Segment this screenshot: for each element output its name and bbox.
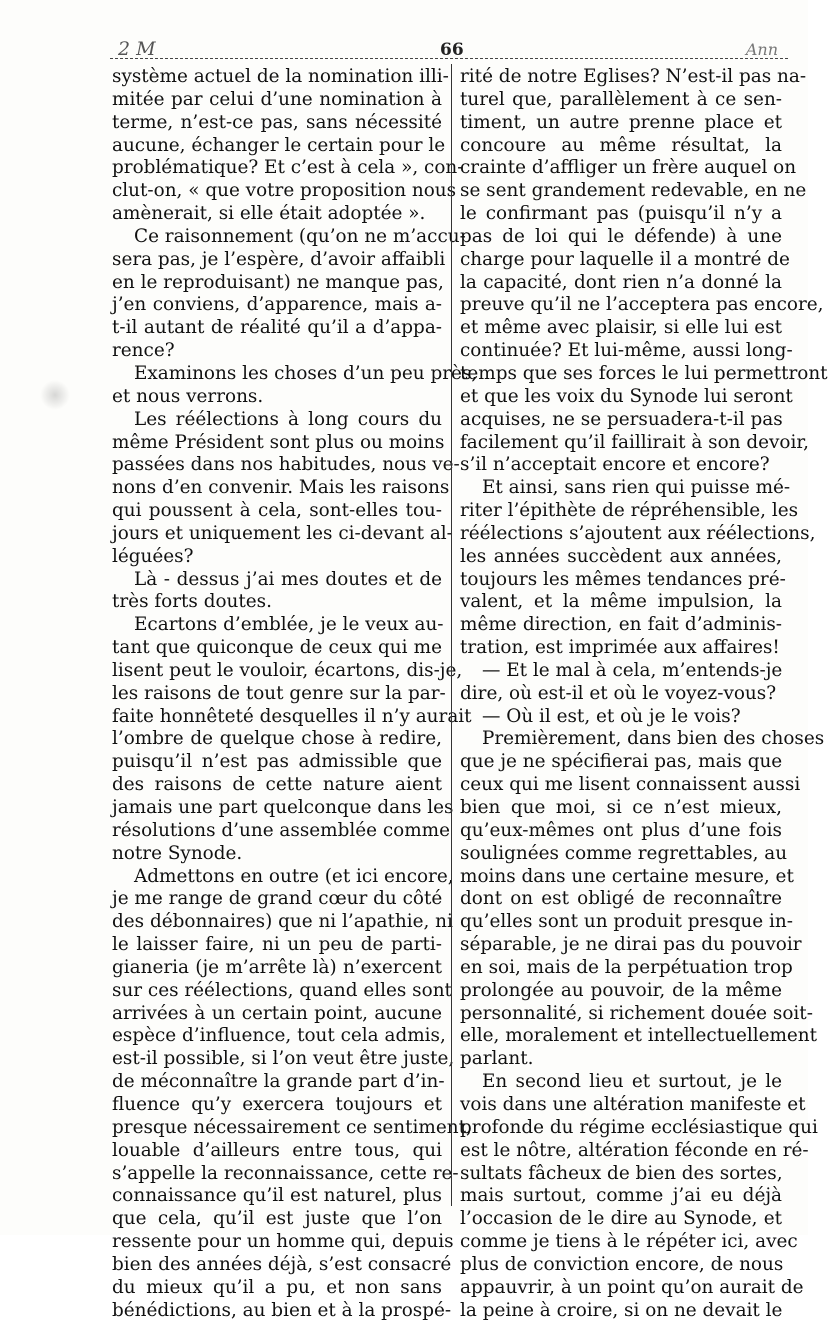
text-line: pas de loi qui le défende) à une xyxy=(460,225,782,247)
column-divider xyxy=(451,64,452,1206)
page-number: 66 xyxy=(440,40,464,60)
text-line: la peine à croire, si on ne devait le xyxy=(460,1299,783,1321)
text-line: l’ombre de quelque chose à redire, xyxy=(112,728,442,750)
header-right-mark: Ann xyxy=(745,40,778,59)
text-line: gianeria (je m’arrête là) n’exercent xyxy=(112,956,442,978)
text-line: s’il n’acceptait encore et encore? xyxy=(460,454,770,476)
text-line: du mieux qu’il a pu, et non sans xyxy=(112,1276,442,1298)
page-header xyxy=(110,38,790,64)
text-line: comme je tiens à le répéter ici, avec xyxy=(460,1231,798,1253)
text-line: et que les voix du Synode lui seront xyxy=(460,385,793,407)
text-line: qu’eux-mêmes ont plus d’une fois xyxy=(460,819,782,841)
text-line: est le nôtre, altération féconde en ré- xyxy=(460,1139,809,1161)
text-line: jours et uniquement les ci-devant al- xyxy=(112,522,453,544)
text-line: est-il possible, si l’on veut être juste, xyxy=(112,1048,455,1070)
text-line: se sent grandement redevable, en ne xyxy=(460,180,807,202)
text-line: Ecartons d’emblée, je le veux au- xyxy=(134,614,444,636)
text-line: concoure au même résultat, la xyxy=(460,134,782,156)
text-line: terme, n’est-ce pas, sans nécessité xyxy=(112,111,442,133)
header-left-mark: 2 M xyxy=(118,38,156,60)
text-line: personnalité, si richement douée soit- xyxy=(460,1002,813,1024)
text-line: valent, et la même impulsion, la xyxy=(460,591,782,613)
text-line: jamais une part quelconque dans les xyxy=(112,797,454,818)
text-line: facilement qu’il faillirait à son devoir, xyxy=(460,431,809,453)
text-line: puisqu’il n’est pas admissible que xyxy=(112,751,442,773)
text-line: preuve qu’il ne l’acceptera pas encore, xyxy=(460,294,824,316)
text-line: parlant. xyxy=(460,1048,534,1070)
text-line: moins dans une certaine mesure, et xyxy=(460,865,794,887)
text-line: des débonnaires) que ni l’apathie, ni xyxy=(112,911,453,933)
text-line: le laisser faire, ni un peu de parti- xyxy=(112,934,442,956)
text-line: nons d’en convenir. Mais les raisons xyxy=(112,477,450,499)
text-line: appauvrir, à un point qu’on aurait de xyxy=(460,1276,804,1298)
text-line: soulignées comme regrettables, au xyxy=(460,842,788,864)
text-line: riter l’épithète de répréhensible, les xyxy=(460,500,799,522)
text-line: arrivées à un certain point, aucune xyxy=(112,1002,442,1024)
text-line: elle, moralement et intellectuellement xyxy=(460,1025,818,1047)
text-line: acquises, ne se persuadera-t-il pas xyxy=(460,408,783,430)
text-line: continuée? Et lui-même, aussi long- xyxy=(460,340,793,362)
text-line: bien que moi, si ce n’est mieux, xyxy=(460,797,782,818)
text-line: mitée par celui d’une nomination à xyxy=(112,88,442,110)
text-line: la capacité, dont rien n’a donné la xyxy=(460,271,782,293)
text-line: même direction, en fait d’adminis- xyxy=(460,614,782,636)
text-line: dire, où est-il et où le voyez-vous? xyxy=(460,682,777,704)
text-line: timent, un autre prenne place et xyxy=(460,111,782,133)
text-line: Premièrement, dans bien des choses xyxy=(482,728,825,750)
text-line: et nous verrons. xyxy=(112,385,264,407)
text-line: réélections s’ajoutent aux réélections, xyxy=(460,522,816,544)
text-line: en soi, mais de la perpétuation trop xyxy=(460,956,793,978)
text-line: que je ne spécifierai pas, mais que xyxy=(460,751,783,773)
text-line: En second lieu et surtout, je le xyxy=(482,1071,782,1093)
text-line: turel que, parallèlement à ce sen- xyxy=(460,88,782,110)
text-line: qui poussent à cela, sont-elles tou- xyxy=(112,500,442,522)
text-line: le confirmant pas (puisqu’il n’y a xyxy=(460,203,782,225)
text-line: espèce d’influence, tout cela admis, xyxy=(112,1025,446,1047)
text-line: tration, est imprimée aux affaires! xyxy=(460,637,780,659)
text-line: tant que quiconque de ceux qui me xyxy=(112,637,442,659)
text-line: sultats fâcheux de bien des sortes, xyxy=(460,1162,783,1184)
text-line: passées dans nos habitudes, nous ve- xyxy=(112,454,460,476)
text-line: presque nécessairement ce sentiment, xyxy=(112,1116,472,1138)
text-line: l’occasion de le dire au Synode, et xyxy=(460,1208,782,1230)
text-line: problématique? Et c’est à cela », con- xyxy=(112,157,464,179)
text-line: connaissance qu’il est naturel, plus xyxy=(112,1185,442,1207)
text-line: profonde du régime ecclésiastique qui xyxy=(460,1116,818,1138)
text-line: qu’elles sont un produit presque in- xyxy=(460,911,793,933)
text-line: et même avec plaisir, si elle lui est xyxy=(460,317,782,339)
right-text-column xyxy=(460,66,828,1321)
text-line: amènerait, si elle était adoptée ». xyxy=(112,203,426,225)
text-line: dont on est obligé de reconnaître xyxy=(460,888,782,910)
text-line: bénédictions, au bien et à la prospé- xyxy=(112,1299,452,1321)
text-line: crainte d’affliger un frère auquel on xyxy=(460,157,797,179)
text-line: vois dans une altération manifeste et xyxy=(460,1093,806,1115)
text-line: des raisons de cette nature aient xyxy=(112,774,442,796)
text-line: — Où il est, et où je le vois? xyxy=(482,705,741,727)
text-line: même Président sont plus ou moins xyxy=(112,431,445,453)
text-line: Ce raisonnement (qu’on ne m’accu- xyxy=(134,225,466,247)
ink-spot xyxy=(40,380,70,410)
text-line: de méconnaître la grande part d’in- xyxy=(112,1071,445,1093)
text-line: Les réélections à long cours du xyxy=(134,408,442,430)
text-line: résolutions d’une assemblée comme xyxy=(112,819,450,841)
text-line: louable d’ailleurs entre tous, qui xyxy=(112,1139,442,1161)
text-line: prolongée au pouvoir, de la même xyxy=(460,979,782,1001)
text-line: les années succèdent aux années, xyxy=(460,545,782,567)
text-line: sur ces réélections, quand elles sont xyxy=(112,979,452,1001)
text-line: rence? xyxy=(112,340,175,362)
text-line: lisent peut le vouloir, écartons, dis-je, xyxy=(112,659,463,681)
text-line: je me range de grand cœur du côté xyxy=(112,888,443,910)
text-line: Examinons les choses d’un peu près, xyxy=(134,362,478,384)
text-line: système actuel de la nomination illi- xyxy=(112,66,449,87)
text-line: toujours les mêmes tendances pré- xyxy=(460,568,786,590)
text-line: sera pas, je l’espère, d’avoir affaibli xyxy=(112,248,446,270)
text-line: temps que ses forces le lui permettront xyxy=(460,362,828,384)
text-line: fluence qu’y exercera toujours et xyxy=(112,1093,442,1115)
text-line: très forts doutes. xyxy=(112,591,272,613)
text-line: Admettons en outre (et ici encore, xyxy=(134,865,454,887)
header-rule xyxy=(110,58,788,59)
text-line: clut-on, « que votre proposition nous xyxy=(112,180,457,202)
text-line: rité de notre Eglises? N’est-il pas na- xyxy=(460,66,807,87)
text-line: que cela, qu’il est juste que l’on xyxy=(112,1208,442,1230)
text-line: faite honnêteté desquelles il n’y aurait xyxy=(112,705,472,727)
text-line: j’en conviens, d’apparence, mais a- xyxy=(112,294,442,316)
text-line: ceux qui me lisent connaissent aussi xyxy=(460,774,801,796)
text-line: séparable, je ne dirai pas du pouvoir xyxy=(460,934,802,956)
text-line: léguées? xyxy=(112,545,194,567)
text-line: en le reproduisant) ne manque pas, xyxy=(112,271,444,293)
text-line: mais surtout, comme j’ai eu déjà xyxy=(460,1185,782,1207)
text-line: Là - dessus j’ai mes doutes et de xyxy=(134,568,442,590)
text-line: ressente pour un homme qui, depuis xyxy=(112,1231,454,1253)
text-line: — Et le mal à cela, m’entends-je xyxy=(482,659,783,681)
text-line: les raisons de tout genre sur la par- xyxy=(112,682,446,704)
text-line: bien des années déjà, s’est consacré xyxy=(112,1253,452,1275)
text-line: aucune, échanger le certain pour le xyxy=(112,134,446,156)
text-line: plus de conviction encore, de nous xyxy=(460,1253,784,1275)
text-line: t-il autant de réalité qu’il a d’appa- xyxy=(112,317,442,339)
left-text-column xyxy=(112,66,478,1321)
text-line: Et ainsi, sans rien qui puisse mé- xyxy=(482,477,791,499)
text-line: charge pour laquelle il a montré de xyxy=(460,248,790,270)
text-line: s’appelle la reconnaissance, cette re- xyxy=(112,1162,459,1184)
text-line: notre Synode. xyxy=(112,842,243,864)
